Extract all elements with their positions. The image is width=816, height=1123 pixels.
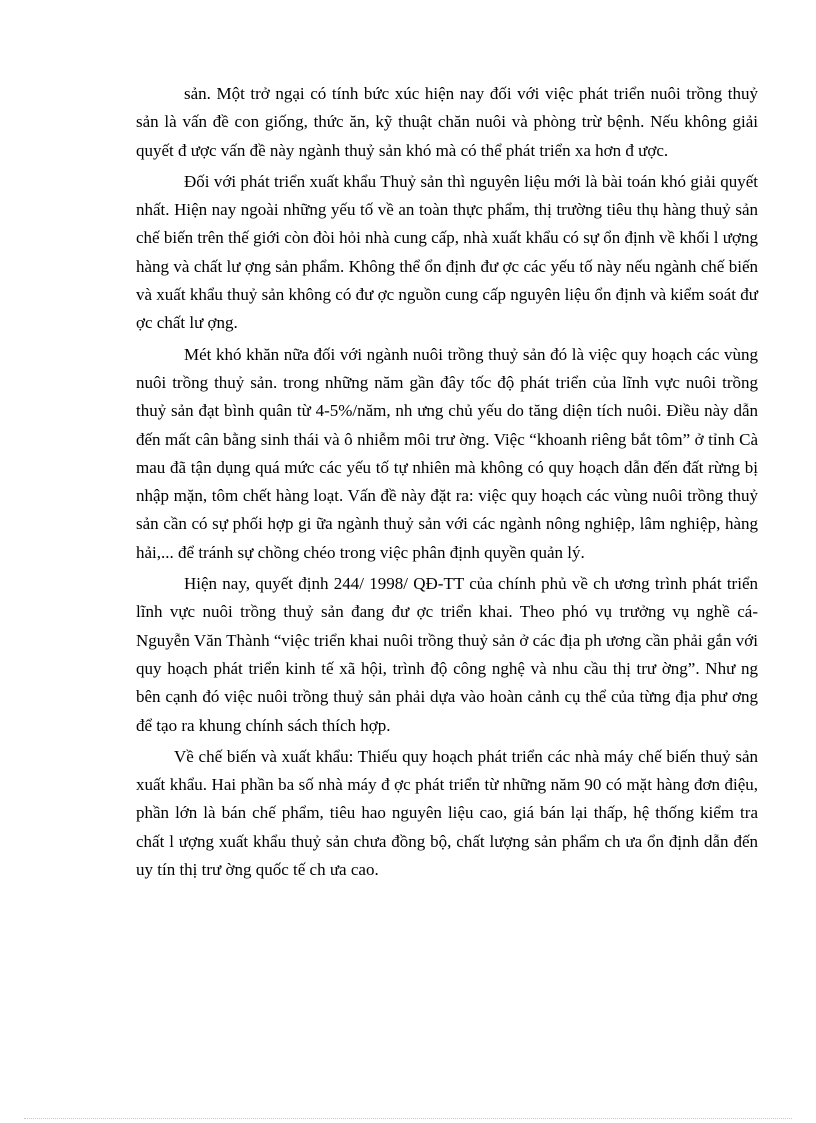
- paragraph-continuation: sản. Một trở ngại có tính bức xúc hiện nay đối với việc phát triển nuôi trồng thuỷ sản là vấn đề con giống, thức ăn, kỹ thuật chăn nuôi và phòng trừ bệnh. Nếu không giải quyết đ ược vấn đề này ngành thuỷ sản khó mà có thể phát triển xa hơn đ ược.: [136, 84, 758, 160]
- paragraph-processing-export: Về chế biến và xuất khẩu: Thiếu quy hoạch phát triển các nhà máy chế biến thuỷ sản xuất khẩu. Hai phần ba số nhà máy đ ợc phát triển từ những năm 90 có mặt hàng đơn điệu, phần lớn là bán chế phẩm, tiêu hao nguyên liệu cao, giá bán lại thấp, hệ thống kiểm tra chất l ượng xuất khẩu thuỷ sản chưa đồng bộ, chất lượng sản phẩm ch ưa ổn định dẫn đến uy tín thị trư ờng quốc tế ch ưa cao.: [136, 746, 758, 880]
- paragraph-export-materials: Đối với phát triển xuất khẩu Thuỷ sản thì nguyên liệu mới là bài toán khó giải quyết nhất. Hiện nay ngoài những yếu tố về an toàn thực phẩm, thị trường tiêu thụ hàng thuỷ sản chế biến trên thế giới còn đòi hỏi nhà cung cấp, nhà xuất khẩu có sự ổn định về khối l ượng hàng và chất lư ợng sản phẩm. Không thể ổn định đư ợc các yếu tố này nếu ngành chế biến và xuất khẩu thuỷ sản không có đư ợc nguồn cung cấp nguyên liệu ổn định và kiểm soát đư ợc chất lư ợng.: [136, 171, 758, 333]
- document-page: [136, 80, 758, 887]
- page-bottom-divider: [24, 1118, 792, 1119]
- paragraph-planning-difficulty: Mét khó khăn nữa đối với ngành nuôi trồng thuỷ sản đó là việc quy hoạch các vùng nuôi trồng thuỷ sản. trong những năm gần đây tốc độ phát triển của lĩnh vực nuôi trồng thuỷ sản đạt bình quân từ 4-5%/năm, nh ưng chủ yếu do tăng diện tích nuôi. Điều này dẫn đến mất cân bằng sinh thái và ô nhiễm môi trư ờng. Việc “khoanh riêng bắt tôm” ở tỉnh Cà mau đã tận dụng quá mức các yếu tố tự nhiên mà không có quy hoạch dẫn đến đất rừng bị nhập mặn, tôm chết hàng loạt. Vấn đề này đặt ra: việc quy hoạch các vùng nuôi trồng thuỷ sản cần có sự phối hợp gi ữa ngành thuỷ sản với các ngành nông nghiệp, lâm nghiệp, hàng hải,... để tránh sự chồng chéo trong việc phân định quyền quản lý.: [136, 344, 758, 562]
- paragraph-decision-244: Hiện nay, quyết định 244/ 1998/ QĐ-TT của chính phủ về ch ương trình phát triển lĩnh vực nuôi trồng thuỷ sản đang đư ợc triển khai. Theo phó vụ trưởng vụ nghề cá- Nguyễn Văn Thành “việc triển khai nuôi trồng thuỷ sản ở các địa ph ương cần phải gắn với quy hoạch phát triển kinh tế xã hội, trình độ công nghệ và nhu cầu thị trư ờng”. Như ng bên cạnh đó việc nuôi trồng thuỷ sản phải dựa vào hoàn cảnh cụ thể của từng địa phư ơng để tạo ra khung chính sách thích hợp.: [136, 574, 758, 735]
